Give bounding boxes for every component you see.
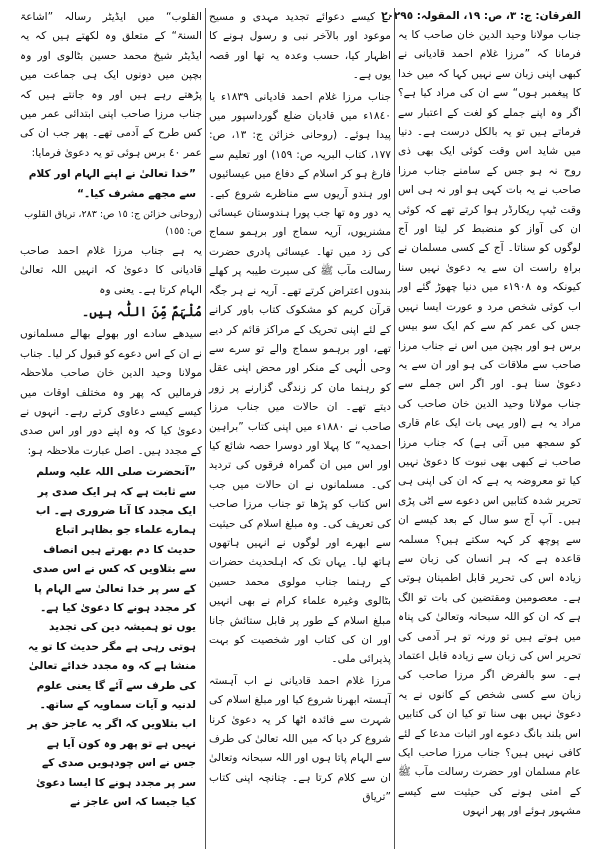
paragraph: مرزا غلام احمد قادیانی نے اب آہستہ آہستہ ابھرنا شروع کیا اور مبلغ اسلام کی شہرت سے فائدہ اٹھا کر یہ دعویٰ کرنا شروع کر دیا کہ میں اللہ تعالیٰ کی طرف سے الہام پاتا ہوں اور اللہ سبحانہ وتعالیٰ ان سے کلام کرتا ہے۔ چنانچہ اپنی کتاب ”تریاق	[209, 674, 391, 804]
column-right	[381, 8, 584, 849]
block-quote: ”آنحضرت صلی اللہ علیہ وسلم سے ثابت ہے کہ ہر ایک صدی پر ایک مجدد کا آنا ضروری ہے۔ اب ہمارے علماء جو بظاہر اتباع حدیث کا دم بھرتے ہیں انصاف سے بتلاویں کہ کس نے اس صدی کے سر پر خدا تعالیٰ سے الہام پا کر مجدد ہونے کا دعویٰ کیا ہے۔ یوں تو ہمیشہ دین کی تجدید ہوتی رہی ہے مگر حدیث کا تو یہ منشا ہے کہ وہ مجدد خدائے تعالیٰ کی طرف سے آئے گا یعنی علوم لدنیہ و آیات سماویہ کے ساتھ۔ اب بتلاویں کہ اگر یہ عاجز حق پر نہیں ہے تو پھر وہ کون آیا ہے جس نے اس چودہویں صدی کے سر پر مجدد ہونے کا ایسا دعویٰ کیا جیسا کہ اس عاجز نے	[27, 466, 196, 809]
paragraph: یہ ہے جناب مرزا غلام احمد صاحب قادیانی کا دعویٰ کہ انہیں اللہ تعالیٰ الہام کرتا ہے۔ یعنی وہ	[20, 245, 202, 296]
column-middle	[206, 8, 395, 849]
text-columns	[6, 8, 584, 849]
page-header: الفرقان: ج: ٣، ص: ١٩، المقولہ: ٢٠٢٩٥	[381, 10, 581, 22]
quote-reference: (روحانی خزائن ج: ١٥ ص: ٢٨٣، تریاق القلوب ص: ١٥٥)	[24, 209, 202, 238]
paragraph: القلوب“ میں ایڈیٹر رسالہ ”اشاعۃ السنۃ“ کے متعلق وہ لکھتے ہیں کہ یہ ایڈیٹر شیخ محمد حسین بٹالوی اور وہ بچپن میں دونوں ایک ہی جماعت میں پڑھتے رہے ہیں اور وہ جانتے ہیں کہ جناب مرزا صاحب اپنی ابتدائی عمر میں کس طرح کے آدمی تھے۔ پھر جب ان کی عمر ٤٠ برس ہوئی تو یہ دعویٰ فرمایا:	[20, 11, 202, 159]
arabic-text: مُلْہَمٌ مِّنَ اللّٰہ	[116, 305, 202, 321]
paragraph: سیدھے سادے اور بھولے بھالے مسلمانوں نے ان کے اس دعوے کو قبول کر لیا۔ جناب مولانا وحید الدین خان صاحب ملاحظہ فرمالیں کہ پھر وہ مختلف اوقات میں کیسے کیسے دعاوی کرتے رہے۔ انہوں نے دعویٰ کیا کہ وہ اپنے دور اور اس صدی کے مجدد ہیں۔ اصل عبارت ملاحظہ ہو:	[20, 328, 202, 457]
paragraph: جناب مرزا غلام احمد قادیانی ١٨٣٩ء یا ١٨٤٠ء میں قادیان ضلع گورداسپور میں پیدا ہوئے۔ (روحانی خزائن ج: ١٣، ص: ١٧٧، کتاب البریہ ص: ١٥٩) اور تعلیم سے فارغ ہو کر اسلام کے دفاع میں عیسائیوں اور ہندو آریوں سے مناظرے شروع کیے۔ یہ دور وہ تھا جب پورا ہندوستان عیسائی مشنریوں، آریہ سماج اور برہمو سماج کی زد میں تھا۔ عیسائی پادری حضرت رسالت مآب ﷺ کی سیرت طیبہ پر کھلے بندوں اعتراض کرتے تھے۔ آریہ نے ہر جگہ قرآن کریم کو مشکوک کتاب باور کرانے کے لئے اپنی تحریک کے مراکز قائم کر دیے تھے، اور برہمو سماج والے تو سرے سے وحی الٰہی کے منکر اور محض اپنی عقل کو رہنما مان کر زندگی گزارنے پر زور دیتے تھے۔ ان حالات میں جناب مرزا صاحب نے ١٨٨٠ء میں اپنی کتاب ”براہین احمدیہ“ کا پہلا اور دوسرا حصہ شائع کیا اور اس میں ان گمراہ فرقوں کی تردید کی۔ مسلمانوں نے ان حالات میں جب اس کتاب کو پڑھا تو جناب مرزا صاحب کی تعریف کی۔ وہ مبلغ اسلام کی حیثیت سے ابھرے اور لوگوں نے انہیں ہاتھوں ہاتھ لیا۔ یہاں تک کہ اہلحدیث حضرات کے رہنما جناب مولوی محمد حسین بٹالوی وغیرہ علماء کرام نے بھی انہیں مبلغ اسلام کے طور پر قابل ستائش جانا اور ان کی کتاب اور شخصیت کو بہت پذیرائی ملی۔	[209, 90, 391, 666]
column-left	[17, 8, 206, 849]
paragraph: نے کیسے دعوائے تجدید مہدی و مسیح موعود اور بالآخر نبی و رسول ہونے کا اظہار کیا، حسب وعدہ یہ تھا اور قصہ یوں ہے۔	[209, 11, 391, 82]
arabic-phrase	[20, 302, 202, 323]
arabic-suffix: ہیں۔	[81, 305, 113, 321]
block-quote: ”خدا تعالیٰ نے اپنے الہام اور کلام سے مجھے مشرف کیا۔“	[28, 168, 196, 200]
paragraph: جناب مولانا وحید الدین خان صاحب کا یہ فرمانا کہ ”مرزا غلام احمد قادیانی نے کبھی اپنی زبان سے نہیں کہا کہ میں خدا کا پیغمبر ہوں“ سے ان کی مراد کیا ہے؟ اگر وہ اپنے جملے کو لغت کے اعتبار سے فرماتے ہیں تو یہ بالکل درست ہے۔ دنیا میں شاید اس وقت کوئی ایک بھی ذی روح نہ ہو جس کے سامنے جناب مرزا صاحب نے یہ بات کہی ہو اور نہ ہی اس وقت ٹیپ ریکارڈر ہوا کرتے تھے کہ کوئی ان کی آواز کو منضبط کر لیتا اور آج لوگوں کو سناتا۔ آج کے کسی مسلمان نے براہِ راست ان سے یہ دعویٰ نہیں سنا کیونکہ وہ ١٩٠٨ء میں دنیا چھوڑ گئے اور اب کوئی شخص مرد و عورت ایسا نہیں جس کی عمر کم سے کم ایک سو بیس برس ہو اور بچپن میں اس نے جناب مرزا صاحب سے ملاقات کی ہو اور ان سے یہ دعویٰ سنا ہو۔ اور اگر اس جملے سے جناب مولانا وحید الدین خان صاحب کی مراد یہ ہے (اور یہی بات ایک عام قاری کو سمجھ میں آتی ہے) کہ جناب مرزا صاحب نے کبھی بھی نبوت کا دعویٰ نہیں کیا تو معروضہ یہ ہے کہ ان کی اپنی ہی تحریر شدہ کتابیں اس دعوے سے اٹی پڑی ہیں۔ آپ آج سو سال کے بعد کیسے ان سے پوچھ کر کہہ سکتے ہیں؟ مسلمہ قاعدہ ہے کہ ہر انسان کی زبان سے زیادہ اس کی تحریر قابل اطمینان ہوتی ہے۔ معصومین ومقتضین کی بات تو الگ ہے کہ ان کو اللہ سبحانہ وتعالیٰ کی پناہ میں ہوتے ہیں تو ورنہ تو ہر آدمی کی تحریر اس کی زبان سے زیادہ قابل اعتماد ہے۔ سو بالفرض اگر مرزا صاحب کی زبان سے کسی شخص کے کانوں نے یہ دعویٰ نہیں بھی سنا تو کیا ان کی کتابیں اس بلند بانگ دعوے اور اثبات مدعا کے لئے کافی نہیں ہیں؟ جناب مرزا صاحب ایک عام مسلمان اور حضرت رسالت مآب ﷺ کے امتی ہونے کی حیثیت سے کیسے مشہور ہوئے اور پھر انہوں	[398, 29, 581, 818]
